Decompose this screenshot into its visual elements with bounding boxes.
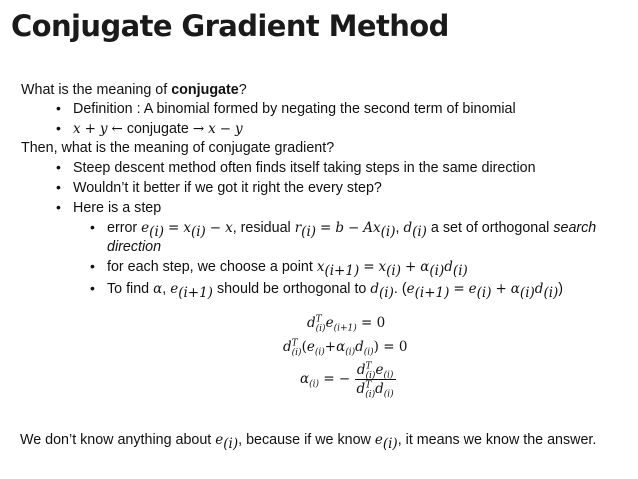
bullet-icon: •	[56, 100, 61, 116]
sub-bullet-choose-point: for each step, we choose a point $x_{(i+1)} = x_{(i)} + \alpha_{(i)}d_{(i)}$	[107, 259, 468, 279]
bullet-here-is-step: Here is a step	[73, 200, 162, 216]
bullet-definition: Definition : A binomial formed by negating the second term of binomial	[73, 101, 516, 117]
bullet-every-step: Wouldn’t it better if we got it right the every step?	[73, 180, 382, 196]
bullet-icon: •	[56, 199, 61, 215]
equation-1: $d^T_{(i)}e_{(i+1)} = 0$	[307, 314, 386, 334]
sub-bullet-find-alpha: To find α, $e_{(i+1)}$ should be orthogonal to $d_{(i)}$. $(e_{(i+1)} = e_{(i)} + \alpha_{(i)}d_{(i)})$	[107, 281, 564, 301]
question-conjugate: What is the meaning of conjugate?	[21, 82, 247, 98]
sub-bullet-icon: •	[90, 258, 95, 274]
page-title: Conjugate Gradient Method	[11, 9, 449, 43]
question-conjugate-gradient: Then, what is the meaning of conjugate gradient?	[21, 140, 335, 156]
sub-bullet-error-cont: direction	[107, 239, 162, 255]
bullet-icon: •	[56, 159, 61, 175]
bullet-icon: •	[56, 179, 61, 195]
bullet-conjugate-example: x + y ← conjugate → x − y	[73, 121, 243, 137]
footer-note: We don’t know anything about $e_{(i)}$, because if we know $e_{(i)}$, it means we know the answer.	[20, 432, 597, 452]
sub-bullet-error: error $e_{(i)} = x_{(i)} - x$, residual $r_{(i)} = b - Ax_{(i)}$, $d_{(i)}$ a set of orthogonal search	[107, 220, 597, 240]
sub-bullet-icon: •	[90, 219, 95, 235]
equation-2: $d^T_{(i)}(e_{(i)}+\alpha_{(i)}d_{(i)}) = 0$	[283, 338, 408, 358]
bullet-icon: •	[56, 120, 61, 136]
equation-3: $\alpha_{(i)}$ = − $\frac{d^T_{(i)}e_{(i)}}{d^T_{(i)}d_{(i)}}$	[300, 361, 394, 400]
bullet-steep-descent: Steep descent method often finds itself taking steps in the same direction	[73, 160, 536, 176]
sub-bullet-icon: •	[90, 280, 95, 296]
